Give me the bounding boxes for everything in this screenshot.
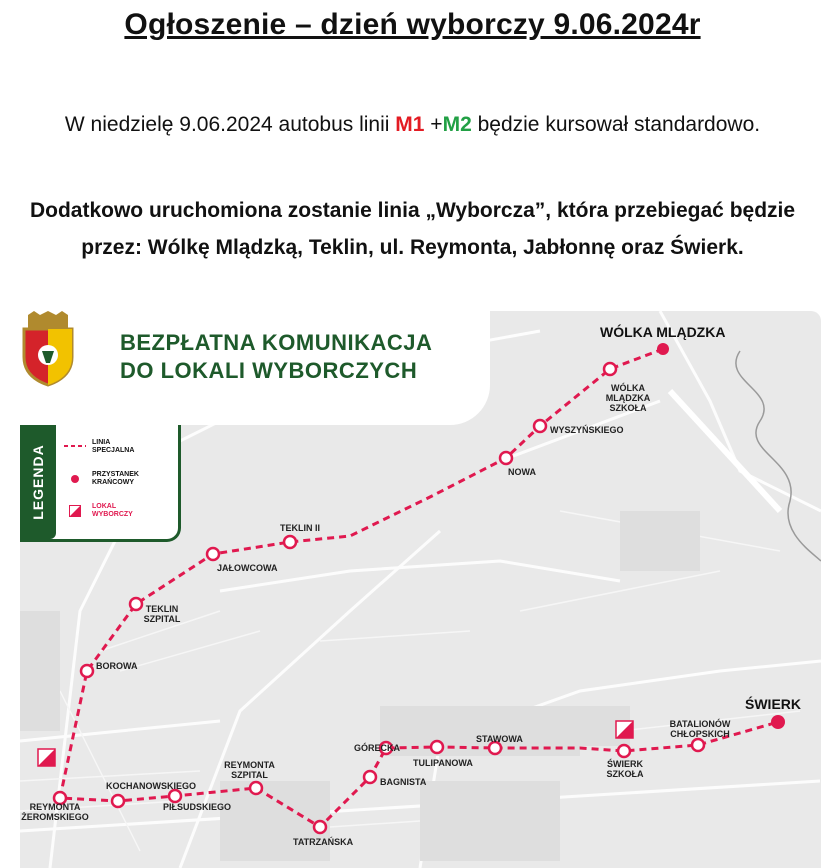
stop-tulipanowa [431, 741, 443, 753]
stop-jalowcowa [207, 548, 219, 560]
stop-kochanowskiego [112, 795, 124, 807]
terminal-stop-swierk [771, 715, 785, 729]
line-m1-label: M1 [395, 113, 425, 136]
label-wolka-szkola: WÓLKA MLĄDZKA SZKOŁA [605, 383, 651, 413]
paragraph-text-after: będzie kursował standardowo. [471, 113, 761, 136]
stop-wyszynskiego [534, 420, 546, 432]
label-teklin-szpital: TEKLIN SZPITAL [143, 604, 181, 624]
route-map [20, 311, 821, 868]
label-kochanowskiego: KOCHANOWSKIEGO [106, 781, 196, 791]
legend-tab-label: LEGENDA [30, 444, 46, 520]
stop-teklin-szpital [130, 598, 142, 610]
label-tatrzanska: TATRZAŃSKA [293, 837, 354, 847]
announcement-paragraph [40, 108, 785, 142]
label-batalionow: BATALIONÓW CHŁOPSKICH [669, 719, 731, 739]
label-teklin2: TEKLIN II [280, 523, 320, 533]
stop-reymonta-szpital [250, 782, 262, 794]
stop-wolka-szkola [604, 363, 616, 375]
label-wyszynskiego: WYSZYŃSKIEGO [550, 425, 624, 435]
stop-pilsudskiego [169, 790, 181, 802]
paragraph-text-before: W niedzielę 9.06.2024 autobus linii [64, 113, 396, 136]
stop-batalionow [692, 739, 704, 751]
stop-tatrzanska [314, 821, 326, 833]
plus-sign: + [424, 113, 443, 136]
label-gorecka: GÓRECKA [354, 743, 401, 753]
legend-stop-label: PRZYSTANEK KRAŃCOWY [92, 471, 139, 486]
stop-borowa [81, 665, 93, 677]
label-swierk: ŚWIERK [745, 696, 801, 712]
stop-nowa [500, 452, 512, 464]
label-borowa: BOROWA [96, 661, 138, 671]
label-reymonta-szpital: REYMONTA SZPITAL [224, 760, 275, 780]
label-stawowa: STAWOWA [476, 734, 523, 744]
legend-station-label: LOKAL WYBORCZY [92, 503, 133, 518]
label-pilsudskiego: PIŁSUDSKIEGO [163, 802, 232, 812]
stop-swierk-szkola [618, 745, 630, 757]
stop-teklin2 [284, 536, 296, 548]
legend-line-label: LINIA SPECJALNA [92, 439, 135, 454]
label-jalowcowa: JAŁOWCOWA [217, 563, 278, 573]
label-bagnista: BAGNISTA [380, 777, 427, 787]
label-swierk-szkola: ŚWIERK SZKOŁA [606, 759, 644, 779]
map-heading-line2: DO LOKALI WYBORCZYCH [120, 358, 418, 383]
terminal-stop-wolka [657, 343, 669, 355]
stop-bagnista [364, 771, 376, 783]
map-heading-line1: BEZPŁATNA KOMUNIKACJA [120, 330, 433, 355]
line-m2-label: M2 [442, 113, 472, 136]
additional-line-paragraph: Dodatkowo uruchomiona zostanie linia „Wyborcza”, która przebiegać będzie przez: Wólkę Mlądzką, Teklin, ul. Reymonta, Jabłonnę oraz Świerk. [29, 199, 796, 259]
label-nowa: NOWA [508, 467, 536, 477]
page-title: Ogłoszenie – dzień wyborczy 9.06.2024r [124, 8, 701, 41]
label-tulipanowa: TULIPANOWA [413, 758, 473, 768]
label-wolka-mladzka: WÓLKA MLĄDZKA [600, 324, 726, 340]
polling-station-markers [38, 721, 633, 766]
label-reymonta-zeromskiego: REYMONTA ŻEROMSKIEGO [21, 802, 89, 822]
